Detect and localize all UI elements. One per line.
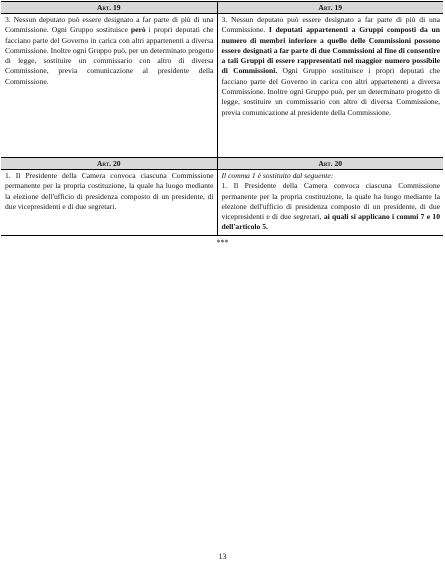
article-header-right: Art. 19 — [217, 2, 443, 14]
original-text-cell: 1. Il Presidente della Camera convoca ciascuna Commissione permanente per la propria costituzione, la quale ha luogo mediante la elezione dell'ufficio di presidenza composto di un presidente, di due vicepresidenti e di due segretari. — [1, 170, 217, 236]
article-header-right: Art. 20 — [217, 158, 443, 170]
section-separator: *** — [216, 238, 229, 247]
comparison-table — [1, 1, 443, 236]
amended-text-cell: Il comma 1 è sostituito dal seguente: 1. Il Presidente della Camera convoca ciascuna Commissione permanente per la propria costituzione, la quale ha luogo mediante la elezione dell'ufficio di presidenza composto di un presidente, di due vicepresidenti e di due segretari, ai quali si applicano i commi 7 e 10 dell'articolo 5. — [217, 170, 443, 236]
amendment-intro: Il comma 1 è sostituito dal seguente: — [221, 171, 334, 180]
original-text-cell: 3. Nessun deputato può essere designato a far parte di più di una Commissione. Ogni Gruppo sostituisce però i propri deputati che facciano parte del Governo in carica con altri appartenenti a diversa Commissione. Inoltre ogni Gruppo può, per un determinato progetto di legge, sostituire un commissario con altro di diversa Commissione, previa comunicazione al presidente della Commissione. — [1, 14, 217, 158]
table-header-row — [1, 2, 443, 14]
table-header-row — [1, 158, 443, 170]
article-header-left: Art. 20 — [1, 158, 217, 170]
table-row — [1, 14, 443, 158]
page-number: 13 — [218, 552, 227, 561]
article-header-left: Art. 19 — [1, 2, 217, 14]
amended-text-cell: 3. Nessun deputato può essere designato a far parte di più di una Commissione. I deputati appartenenti a Gruppi composti da un numero di membri inferiore a quello delle Commissioni possono essere designati a far parte di due Commissioni al fine di consentire a tali Gruppi di essere rappresentati nel maggior numero possibile di Commissioni. Ogni Gruppo sostituisce i propri deputati che facciano parte del Governo in carica con altri appartenenti a diversa Commissione. Inoltre ogni Gruppo può, per un determinato progetto di legge, sostituire un commissario con altro di diversa Commissione, previa comunicazione al presidente della Commissione. — [221, 15, 441, 117]
table-row — [1, 170, 443, 236]
